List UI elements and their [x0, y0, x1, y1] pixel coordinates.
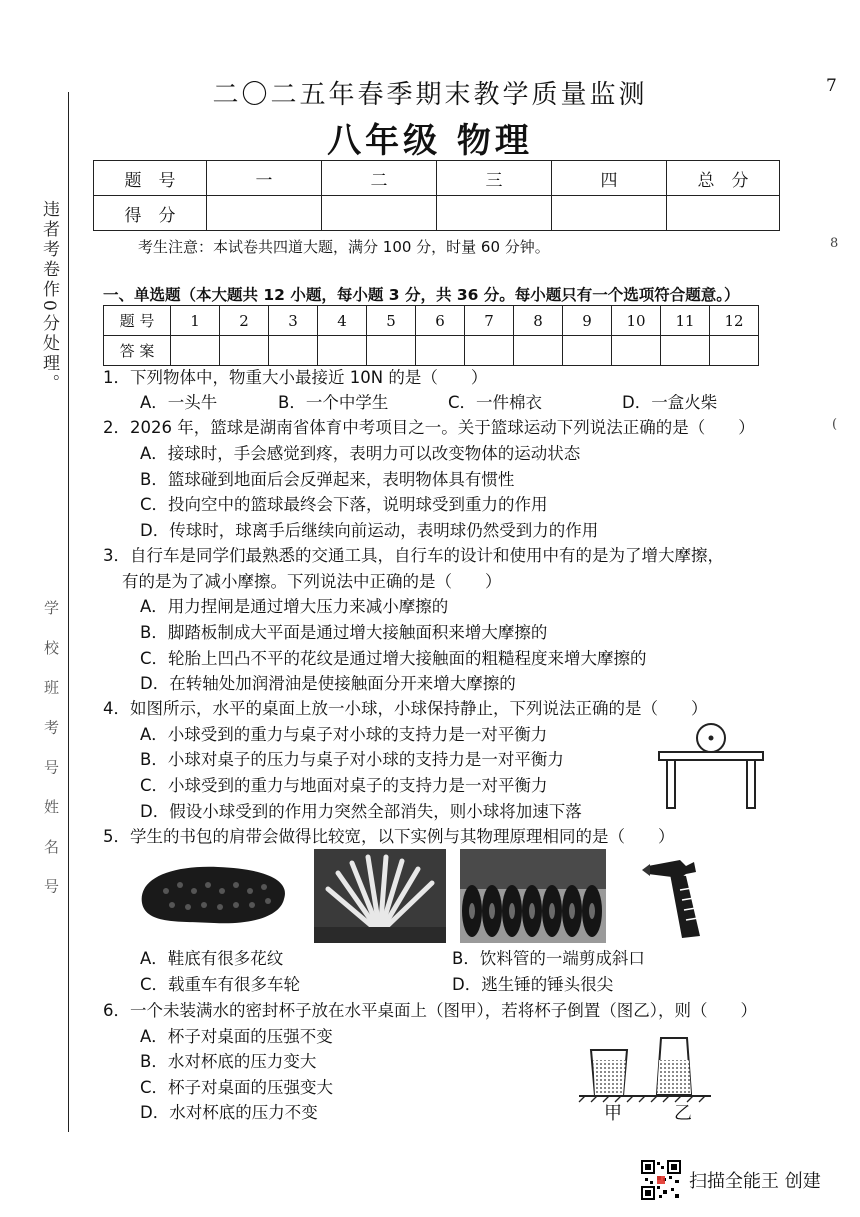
score-header-cell: 题 号: [94, 161, 207, 196]
ball-center: [709, 736, 714, 741]
score-cell[interactable]: [437, 196, 552, 231]
question-5-option-a: A．鞋底有很多花纹: [140, 949, 284, 968]
answer-cell[interactable]: [563, 336, 612, 366]
cup-yi-water: [657, 1060, 691, 1094]
question-3-option-a: A．用力捏闸是通过增大压力来减小摩擦的: [140, 597, 449, 616]
answer-cell[interactable]: [612, 336, 661, 366]
score-cell[interactable]: [322, 196, 437, 231]
score-cell[interactable]: [207, 196, 322, 231]
question-2-option-a: A．接球时，手会感觉到疼，表明力可以改变物体的运动状态: [140, 444, 581, 463]
heavy-truck-wheels-image: [460, 849, 606, 943]
question-1-stem: 1．下列物体中，物重大小最接近 10N 的是（ ）: [103, 368, 488, 387]
escape-hammer-image: [640, 850, 716, 942]
question-1-option-a: A．一头牛: [140, 393, 218, 412]
question-5-stem: 5．学生的书包的肩带会做得比较宽，以下实例与其物理原理相同的是（ ）: [103, 827, 675, 846]
question-6-option-b: B．水对杯底的压力变大: [140, 1052, 317, 1071]
question-6-option-a: A．杯子对桌面的压强不变: [140, 1027, 333, 1046]
question-4-option-d: D．假设小球受到的作用力突然全部消失，则小球将加速下落: [140, 802, 582, 821]
question-3-option-c: C．轮胎上凹凸不平的花纹是通过增大接触面的粗糙程度来增大摩擦的: [140, 649, 647, 668]
answer-cell[interactable]: [171, 336, 220, 366]
question-1-option-d: D．一盒火柴: [622, 393, 718, 412]
question-3-stem: 3．自行车是同学们最熟悉的交通工具，自行车的设计和使用中有的是为了增大摩擦，: [103, 546, 724, 565]
cup-jia-water: [593, 1060, 626, 1096]
side-faded-text: 学 校 班 考 号 姓 名 号: [42, 600, 60, 904]
score-cell[interactable]: [667, 196, 780, 231]
ball-on-table-figure: [655, 718, 767, 814]
question-3-option-d: D．在转轴处加润滑油是使接触面分开来增大摩擦的: [140, 674, 516, 693]
question-1-option-c: C．一件棉衣: [448, 393, 543, 412]
question-4-option-c: C．小球受到的重力与地面对桌子的支持力是一对平衡力: [140, 776, 548, 795]
table-leg-right: [747, 760, 755, 808]
score-header-cell: 三: [437, 161, 552, 196]
score-header-cell: 一: [207, 161, 322, 196]
cup-label-yi: 乙: [674, 1103, 692, 1124]
answer-cell[interactable]: [269, 336, 318, 366]
answer-header-cell: 9: [563, 306, 612, 336]
cups-figure: [575, 1030, 715, 1120]
question-2-option-b: B．篮球碰到地面后会反弹起来，表明物体具有惯性: [140, 470, 515, 489]
side-notice: 违者考卷作0分处理。: [39, 200, 59, 394]
question-5-option-b: B．饮料管的一端剪成斜口: [452, 949, 645, 968]
question-5-option-c: C．载重车有很多车轮: [140, 975, 301, 994]
question-6-option-d: D．水对杯底的压力不变: [140, 1103, 318, 1122]
qr-code-icon: [641, 1160, 681, 1200]
page-number: 7: [826, 76, 837, 96]
answer-header-cell: 6: [416, 306, 465, 336]
answer-header-cell: 1: [171, 306, 220, 336]
edge-mark: (: [832, 417, 838, 432]
score-header-cell: 二: [322, 161, 437, 196]
question-3-stem-continued: 有的是为了减小摩擦。下列说法中正确的是（ ）: [122, 572, 502, 591]
edge-mark: 8: [830, 236, 839, 251]
question-3-option-b: B．脚踏板制成大平面是通过增大接触面积来增大摩擦的: [140, 623, 548, 642]
answer-header-label: 题 号: [104, 306, 171, 336]
answer-cell[interactable]: [514, 336, 563, 366]
answer-cell[interactable]: [367, 336, 416, 366]
question-4-option-b: B．小球对桌子的压力与桌子对小球的支持力是一对平衡力: [140, 750, 564, 769]
answer-header-cell: 10: [612, 306, 661, 336]
score-header-cell: 四: [552, 161, 667, 196]
question-6-stem: 6．一个未装满水的密封杯子放在水平桌面上（图甲），若将杯子倒置（图乙），则（ ）: [103, 1001, 757, 1020]
score-row-label: 得 分: [94, 196, 207, 231]
score-header-cell: 总 分: [667, 161, 780, 196]
answer-header-cell: 12: [710, 306, 759, 336]
question-2-option-d: D．传球时，球离手后继续向前运动，表明球仍然受到力的作用: [140, 521, 599, 540]
question-5-option-d: D．逃生锤的锤头很尖: [452, 975, 614, 994]
question-2-option-c: C．投向空中的篮球最终会下落，说明球受到重力的作用: [140, 495, 548, 514]
exam-notice: 考生注意：本试卷共四道大题，满分 100 分，时量 60 分钟。: [138, 238, 550, 256]
question-4-option-a: A．小球受到的重力与桌子对小球的支持力是一对平衡力: [140, 725, 548, 744]
answer-header-cell: 4: [318, 306, 367, 336]
answer-cell[interactable]: [416, 336, 465, 366]
question-4-stem: 4．如图所示，水平的桌面上放一小球，小球保持静止，下列说法正确的是（ ）: [103, 699, 708, 718]
shoe-sole-image: [128, 855, 294, 937]
answer-row-label: 答 案: [104, 336, 171, 366]
answer-header-cell: 8: [514, 306, 563, 336]
section-heading: 一、单选题（本大题共 12 小题，每小题 3 分，共 36 分。每小题只有一个选项符合题意。）: [103, 286, 740, 304]
question-1-option-b: B．一个中学生: [278, 393, 389, 412]
exam-subtitle: 八年级 物理: [327, 121, 533, 161]
question-2-stem: 2．2026 年，篮球是湖南省体育中考项目之一。关于篮球运动下列说法正确的是（ ）: [103, 418, 755, 437]
table-top: [659, 752, 763, 760]
answer-header-cell: 2: [220, 306, 269, 336]
answer-header-cell: 11: [661, 306, 710, 336]
scanner-watermark: [641, 1160, 821, 1200]
answer-header-cell: 3: [269, 306, 318, 336]
answer-header-cell: 5: [367, 306, 416, 336]
question-6-option-c: C．杯子对桌面的压强变大: [140, 1078, 334, 1097]
scanner-watermark-text: 扫描全能王 创建: [689, 1171, 821, 1192]
answer-cell[interactable]: [318, 336, 367, 366]
binding-line: [68, 92, 69, 1132]
score-table: [93, 160, 780, 231]
answer-header-cell: 7: [465, 306, 514, 336]
answer-cell[interactable]: [220, 336, 269, 366]
answer-cell[interactable]: [465, 336, 514, 366]
straws-image: [314, 849, 446, 943]
answer-cell[interactable]: [710, 336, 759, 366]
table-leg-left: [667, 760, 675, 808]
exam-title: 二〇二五年春季期末教学质量监测: [212, 80, 648, 110]
cup-label-jia: 甲: [604, 1103, 622, 1124]
answer-cell[interactable]: [661, 336, 710, 366]
score-cell[interactable]: [552, 196, 667, 231]
answer-table: [103, 305, 759, 366]
